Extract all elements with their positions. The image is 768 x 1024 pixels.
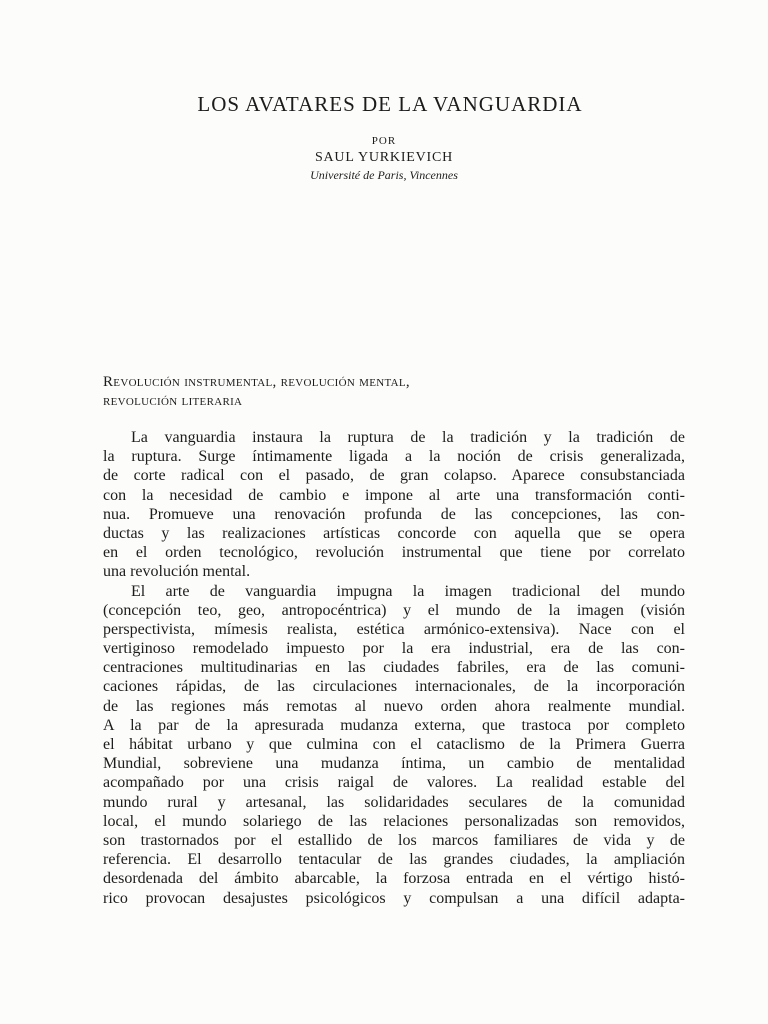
section-heading-line: revolución literaria bbox=[103, 393, 243, 410]
body-line: desordenada del ámbito abarcable, la forzosa entrada en el vértigo histó- bbox=[103, 870, 685, 888]
byline-por: POR bbox=[371, 135, 397, 147]
body-text bbox=[103, 428, 685, 908]
body-line: mundo rural y artesanal, las solidaridades seculares de la comunidad bbox=[103, 793, 685, 811]
body-line: ductas y las realizaciones artísticas concorde con aquella que se opera bbox=[103, 524, 685, 542]
body-line: son trastornados por el estallido de los marcos familiares de vida y de bbox=[103, 831, 685, 849]
article-title: LOS AVATARES DE LA VANGUARDIA bbox=[197, 92, 583, 116]
body-line: A la par de la apresurada mudanza externa, que trastoca por completo bbox=[103, 716, 685, 734]
body-line: vertiginoso remodelado impuesto por la era industrial, era de las con- bbox=[103, 640, 685, 658]
body-line: La vanguardia instaura la ruptura de la tradición y la tradición de bbox=[131, 429, 685, 446]
body-line: en el orden tecnológico, revolución instrumental que tiene por correlato bbox=[103, 544, 685, 562]
body-line: de las regiones más remotas al nuevo orden ahora realmente mundial. bbox=[103, 697, 685, 715]
body-line: una revolución mental. bbox=[103, 563, 251, 581]
body-line: el hábitat urbano y que culmina con el cataclismo de la Primera Guerra bbox=[103, 736, 685, 753]
body-line: Mundial, sobreviene una mudanza íntima, un cambio de mentalidad bbox=[103, 755, 685, 773]
body-line: acompañado por una crisis raigal de valores. La realidad estable del bbox=[103, 774, 685, 792]
body-line: rico provocan desajustes psicológicos y compulsan a una difícil adapta- bbox=[103, 889, 685, 907]
body-line: perspectivista, mímesis realista, estética armónico-extensiva). Nace con el bbox=[103, 620, 685, 638]
section-heading bbox=[103, 372, 703, 410]
author-affiliation: Université de Paris, Vincennes bbox=[310, 168, 458, 182]
section-heading-line: Revolución instrumental, revolución mental, bbox=[103, 374, 410, 390]
body-line: referencia. El desarrollo tentacular de las grandes ciudades, la ampliación bbox=[103, 851, 685, 869]
body-line: El arte de vanguardia impugna la imagen tradicional del mundo bbox=[131, 582, 685, 600]
body-line: la ruptura. Surge íntimamente ligada a la noción de crisis generalizada, bbox=[103, 448, 685, 466]
body-line: local, el mundo solariego de las relaciones personalizadas son removidos, bbox=[103, 812, 685, 830]
body-line: con la necesidad de cambio e impone al arte una transformación conti- bbox=[103, 486, 685, 504]
author-name: SAUL YURKIEVICH bbox=[314, 150, 454, 165]
body-line: nua. Promueve una renovación profunda de las concepciones, las con- bbox=[103, 505, 685, 523]
body-line: caciones rápidas, de las circulaciones internacionales, de la incorporación bbox=[103, 678, 685, 696]
body-line: de corte radical con el pasado, de gran colapso. Aparece consubstanciada bbox=[103, 467, 685, 485]
body-line: centraciones multitudinarias en las ciudades fabriles, era de las comuni- bbox=[103, 659, 685, 677]
body-line: (concepción teo, geo, antropocéntrica) y el mundo de la imagen (visión bbox=[103, 601, 685, 619]
